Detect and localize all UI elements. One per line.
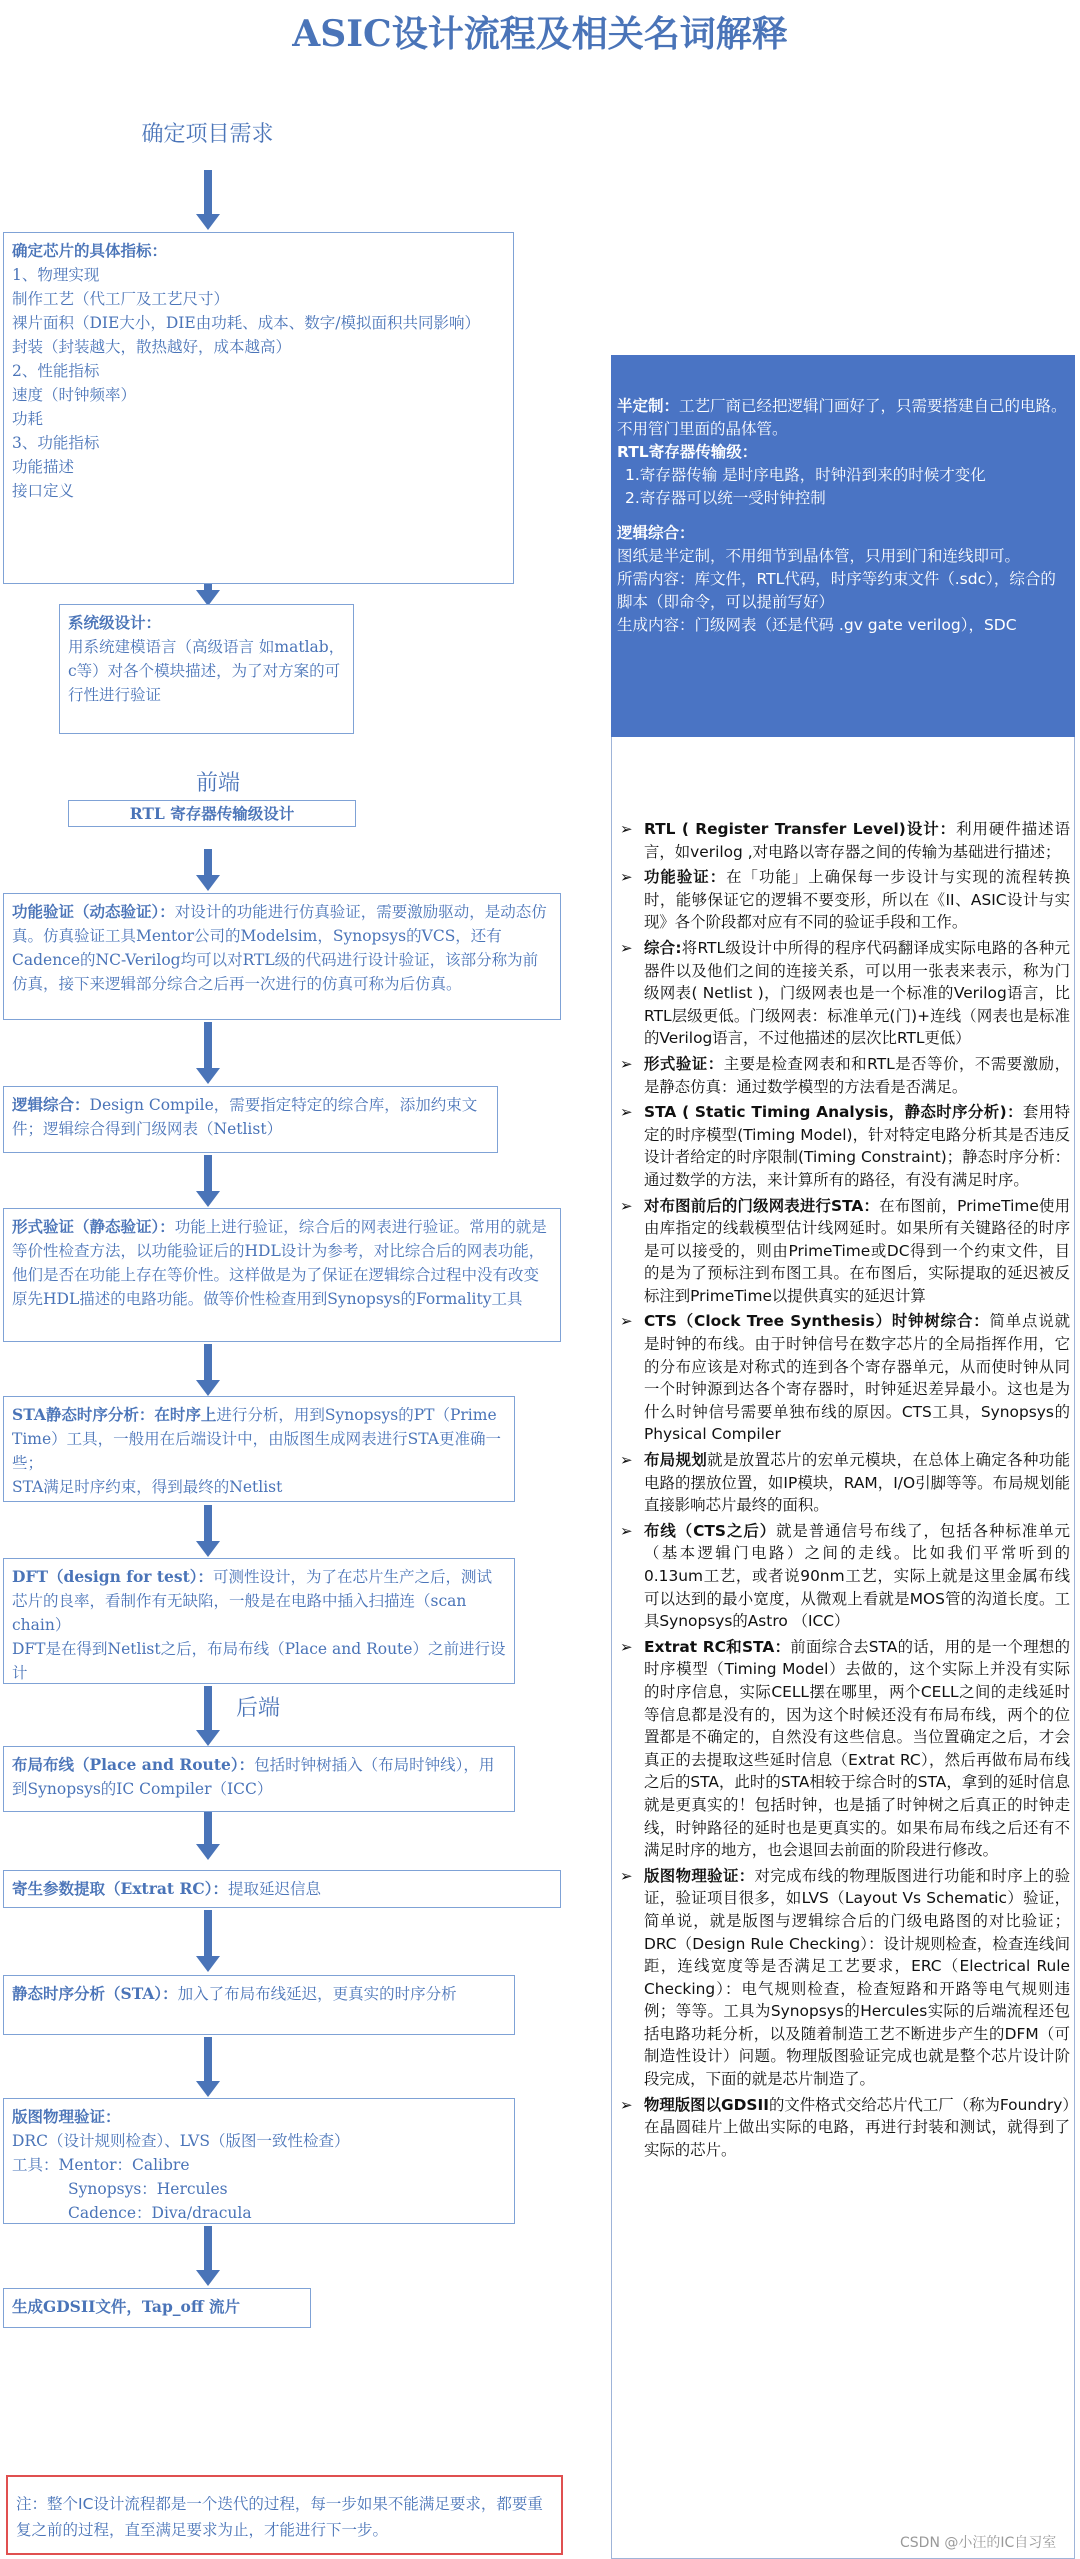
- semi-custom-term: 半定制：: [617, 397, 680, 415]
- synth-text: 图纸是半定制，不用细节到晶体管，只用到门和连线即可。: [617, 547, 1021, 565]
- formal-text: 功能上进行验证，综合后的网表进行验证。常用的就是等价性检查方法，以功能验证后的HDL设计为参考，对比综合后的网表功能，他们是否在功能上存在等价性。这样做是为了保证在逻辑综合过程中没有改变原先HDL描述的电路功能。做等价性检查用到Synopsys的Formality工具: [12, 1218, 547, 1308]
- rtl-box: [68, 800, 356, 827]
- pr-box: [3, 1746, 515, 1812]
- flow-arrow: [196, 1505, 220, 1557]
- dft-box: [3, 1558, 515, 1684]
- synth-box: [3, 1086, 498, 1153]
- flow-arrow: [196, 170, 220, 230]
- iteration-note: 注：整个IC设计流程都是一个迭代的过程，每一步如果不能满足要求，都要重复之前的过程，直至满足要求为止，才能进行下一步。: [6, 2475, 563, 2555]
- sta1-line2: STA满足时序约束，得到最终的Netlist: [12, 1478, 283, 1496]
- definition-item: ➢ 布线（CTS之后）就是普通信号布线了，包括各种标准单元（基本逻辑门电路）之间的走线。比如我们平常听到的0.13um工艺，或者说90nm工艺，实际上就是这里金属布线可以达到的最小宽度，从微观上看就是MOS管的沟道长度。工具Synopsys的Astro （ICC）: [620, 1521, 1070, 1631]
- gds-heading: 生成GDSII文件，Tap_off 流片: [12, 2297, 241, 2316]
- dft-line2: DFT是在得到Netlist之后，布局布线（Place and Route）之前进行设计: [12, 1640, 506, 1682]
- synth-inputs: 所需内容：库文件，RTL代码，时序等约束文件（.sdc），综合的脚本（即命令，可以提前写好）: [617, 570, 1056, 611]
- sta1-box: [3, 1396, 515, 1502]
- rc-box: [3, 1870, 561, 1908]
- rtl-point: 1.寄存器传输 是时序电路，时钟沿到来的时候才变化: [625, 466, 986, 484]
- sta1-text: 进行分析，用到Synopsys的PT（Prime Time）工具，一般用在后端设计中，由版图生成网表进行STA更准确一些；: [12, 1406, 501, 1472]
- label-frontend: 前端: [195, 771, 240, 796]
- phys-heading: 版图物理验证：: [12, 2107, 121, 2126]
- label-requirement: 确定项目需求: [141, 122, 274, 147]
- definition-item: ➢ CTS（Clock Tree Synthesis）时钟树综合：简单点说就是时钟的布线。由于时钟信号在数字芯片的全局指挥作用，它的分布应该是对称式的连到各个寄存器单元，从而使时钟从同一个时钟源到达各个寄存器时，时钟延迟差异最小。这也是为什么时钟信号需要单独布线的原因。CTS工具，Synopsys的Physical Compiler: [620, 1312, 1070, 1444]
- blue-notes-panel: [611, 355, 1075, 737]
- funcver-heading: 功能验证（动态验证）：: [12, 902, 175, 921]
- system-text: 用系统建模语言（高级语言 如matlab，c等）对各个模块描述，为了对方案的可行性进行验证: [68, 638, 345, 704]
- spec-line: 2、性能指标: [12, 362, 100, 380]
- pr-heading: 布局布线（Place and Route）：: [12, 1755, 255, 1774]
- dft-heading: DFT（design for test）：: [12, 1567, 214, 1586]
- synth-outputs: 生成内容：门级网表（还是代码 .gv gate verilog），SDC: [617, 616, 1017, 634]
- watermark: CSDN @小汪的IC自习室: [900, 2535, 1057, 2551]
- definitions-list: [620, 818, 1070, 2164]
- flow-arrow: [196, 1686, 220, 1746]
- phys-line: 工具：Mentor：Calibre: [12, 2156, 190, 2174]
- definition-item: ➢ 物理版图以GDSII的文件格式交给芯片代工厂（称为Foundry）在晶圆硅片上做出实际的电路，再进行封装和测试，就得到了实际的芯片。: [620, 2095, 1071, 2159]
- flow-arrow: [196, 1022, 220, 1084]
- system-heading: 系统级设计：: [68, 613, 162, 632]
- spec-box: [3, 232, 514, 584]
- pr-text: 包括时钟树插入（布局时钟线），用到Synopsys的IC Compiler（ICC）: [12, 1756, 495, 1798]
- phys-line: Synopsys：Hercules: [68, 2180, 228, 2198]
- rtl-term: RTL寄存器传输级：: [617, 443, 758, 461]
- definition-item: ➢ 功能验证：在「功能」上确保每一步设计与实现的流程转换时，能够保证它的逻辑不要变形，所以在《II、ASIC设计与实现》各个阶段都对应有不同的验证手段和工作。: [620, 868, 1070, 932]
- phys-line: DRC（设计规则检查）、LVS（版图一致性检查）: [12, 2132, 350, 2150]
- spec-line: 裸片面积（DIE大小，DIE由功耗、成本、数字/模拟面积共同影响）: [12, 314, 480, 332]
- definition-item: ➢ 版图物理验证：对完成布线的物理版图进行功能和时序上的验证，验证项目很多，如LVS（Layout Vs Schematic）验证，简单说，就是版图与逻辑综合后的门级电路图的对比验证；DRC（Design Rule Checking）：设计规则检查，检查连线间距，连线宽度等是否满足工艺要求，ERC（Electrical Rule Checking）：电气规则检查，检查短路和开路等电气规则违例；等等。工具为Synopsys的Hercules实际的后端流程还包括电路功耗分析，以及随着制造工艺不断进步产生的DFM（可制造性设计）问题。物理版图验证完成也就是整个芯片设计阶段完成，下面的就是芯片制造了。: [620, 1866, 1070, 2089]
- spec-line: 封装（封装越大，散热越好，成本越高）: [12, 338, 292, 356]
- definition-item: ➢ 布局规划就是放置芯片的宏单元模块，在总体上确定各种功能电路的摆放位置，如IP模块，RAM，I/O引脚等等。布局规划能直接影响芯片最终的面积。: [620, 1451, 1070, 1515]
- synth-heading: 逻辑综合：: [12, 1095, 90, 1114]
- definition-item: ➢ 形式验证：主要是检查网表和和RTL是否等价，不需要激励，是静态仿真：通过数学模型的方法看是否满足。: [620, 1054, 1070, 1096]
- spec-line: 功能描述: [12, 458, 75, 476]
- rc-text: 提取延迟信息: [227, 1880, 321, 1898]
- spec-line: 1、物理实现: [12, 266, 100, 284]
- funcver-text: 对设计的功能进行仿真验证，需要激励驱动，是动态仿真。仿真验证工具Mentor公司的Modelsim，Synopsys的VCS，还有Cadence的NC-Verilog均可以对RTL级的代码进行设计验证，该部分称为前仿真，接下来逻辑部分综合之后再一次进行的仿真可称为后仿真。: [12, 903, 547, 993]
- spec-line: 接口定义: [12, 482, 75, 500]
- phys-box: [3, 2098, 515, 2224]
- formal-heading: 形式验证（静态验证）：: [12, 1217, 175, 1236]
- spec-line: 制作工艺（代工厂及工艺尺寸）: [12, 290, 230, 308]
- synth-text: Design Compile，需要指定特定的综合库，添加约束文件；逻辑综合得到门级网表（Netlist）: [12, 1096, 478, 1138]
- sta2-box: [3, 1975, 515, 2035]
- definition-item: ➢ Extrat RC和STA：前面综合去STA的话，用的是一个理想的时序模型（Timing Model）去做的，这个实际上并没有实际的时序信息，实际CELL摆在哪里，两个CELL之间的走线延时等信息都是没有的，因为这个时候还没有布局布线，两个的位置都是不确定的，自然没有这些信息。当位置确定之后，才会真正的去提取这些延时信息（Extrat RC），然后再做布局布线之后的STA，此时的STA相较于综合时的STA，拿到的延时信息就是更真实的！包括时钟，也是插了时钟树之后真正的时钟走线，时钟路径的延时也是更真实的。如果布局布线之后还有不满足时序的地方，也会退回去前面的阶段进行修改。: [620, 1637, 1070, 1860]
- sta2-heading: 静态时序分析（STA）：: [12, 1984, 178, 2003]
- spec-heading: 确定芯片的具体指标：: [12, 241, 168, 260]
- flow-arrow: [196, 2037, 220, 2097]
- definition-item: ➢ STA ( Static Timing Analysis，静态时序分析)：套用特定的时序模型(Timing Model)，针对特定电路分析其是否违反设计者给定的时序限制(Timing Constraint)；静态时序分析：通过数学的方法，来计算所有的路径，有没有满足时序。: [620, 1103, 1070, 1189]
- phys-line: Cadence：Diva/dracula: [68, 2204, 252, 2222]
- rc-heading: 寄生参数提取（Extrat RC）：: [12, 1879, 228, 1898]
- sta2-text: 加入了布局布线延迟，更真实的时序分析: [177, 1985, 457, 2003]
- dft-text: 可测性设计，为了在芯片生产之后，测试芯片的良率，看制作有无缺陷，一般是在电路中插入扫描连（scan chain）: [12, 1568, 493, 1634]
- definition-item: ➢ 综合:将RTL级设计中所得的程序代码翻译成实际电路的各种元器件以及他们之间的连接关系，可以用一张表来表示，称为门级网表( Netlist )，门级网表也是一个标准的Verilog语言，比RTL层级更低。门级网表：标准单元(门)+连线（网表也是标准的Verilog语言，不过他描述的层次比RTL更低）: [620, 938, 1070, 1048]
- flow-arrow: [196, 1344, 220, 1396]
- rtl-text: RTL 寄存器传输级设计: [129, 804, 295, 823]
- page-title: ASIC设计流程及相关名词解释: [292, 13, 788, 55]
- label-backend: 后端: [235, 1696, 280, 1721]
- sta1-heading: STA静态时序分析：在时序上: [12, 1405, 217, 1424]
- formal-box: [3, 1208, 561, 1342]
- funcver-box: [3, 893, 561, 1020]
- spec-line: 速度（时钟频率）: [12, 386, 137, 404]
- rtl-point: 2.寄存器可以统一受时钟控制: [625, 489, 826, 507]
- system-box: [59, 604, 354, 734]
- flow-arrow: [196, 1155, 220, 1207]
- semi-custom-text: 工艺厂商已经把逻辑门画好了，只需要搭建自己的电路。不用管门里面的晶体管。: [617, 397, 1067, 438]
- flow-arrow: [196, 849, 220, 891]
- gds-box: [3, 2288, 311, 2328]
- flow-arrow: [196, 1910, 220, 1972]
- spec-line: 功耗: [12, 410, 44, 428]
- synth-term: 逻辑综合：: [617, 524, 695, 542]
- flow-arrow: [196, 2226, 220, 2286]
- definition-item: ➢ RTL ( Register Transfer Level)设计：利用硬件描述语言，如verilog ,对电路以寄存器之间的传输为基础进行描述；: [620, 820, 1070, 861]
- definition-item: ➢ 对布图前后的门级网表进行STA：在布图前，PrimeTime使用由库指定的线载模型估计线网延时。如果所有关键路径的时序是可以接受的，则由PrimeTime或DC得到一个约束文件，目的是为了预标注到布图工具。在布图后，实际提取的延迟被反标注到PrimeTime以提供真实的延迟计算: [620, 1196, 1070, 1305]
- spec-line: 3、功能指标: [12, 434, 100, 452]
